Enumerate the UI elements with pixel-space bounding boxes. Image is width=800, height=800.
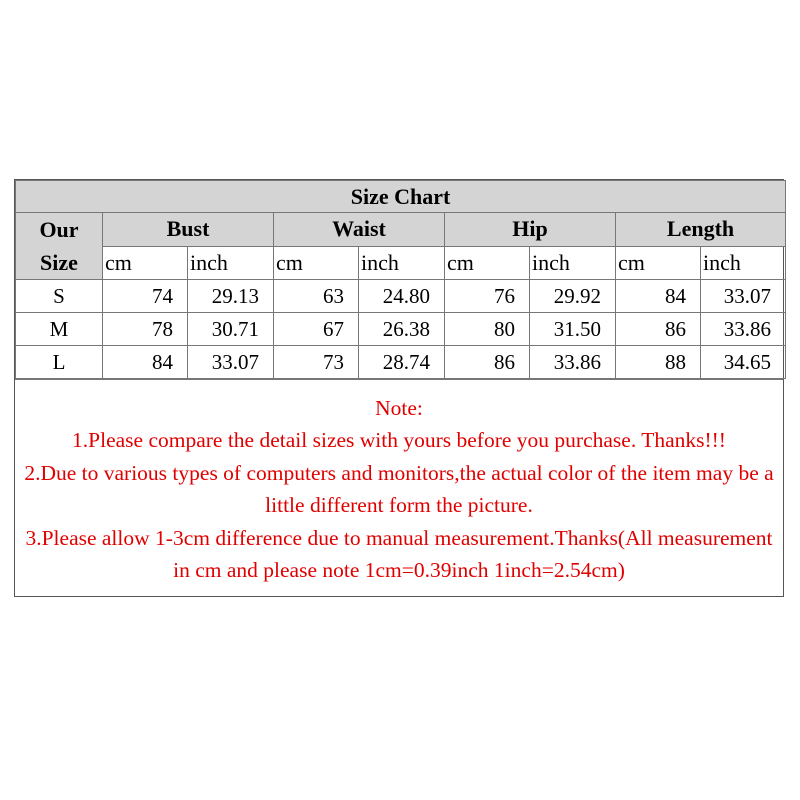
table-cell: 30.71 [188,313,274,346]
table-cell: 29.92 [530,280,616,313]
table-cell: 86 [616,313,701,346]
note-3: 3.Please allow 1-3cm difference due to manual measurement.Thanks(All measurement in cm and please note 1cm=0.39inch 1inch=2.54cm) [25,525,773,583]
table-cell: 33.07 [701,280,786,313]
size-header-line2: Size [40,250,78,275]
unit-header-cm: cm [445,246,530,280]
table-cell: 78 [103,313,188,346]
unit-header-inch: inch [530,246,616,280]
table-row [16,313,786,346]
table-cell: 33.86 [530,346,616,379]
table-cell: 63 [274,280,359,313]
unit-header-cm: cm [103,246,188,280]
table-cell: 33.86 [701,313,786,346]
table-cell: 34.65 [701,346,786,379]
table-cell: 26.38 [359,313,445,346]
table-cell: 67 [274,313,359,346]
unit-header-inch: inch [188,246,274,280]
table-cell: 76 [445,280,530,313]
size-label: S [16,280,103,313]
note-1: 1.Please compare the detail sizes with yours before you purchase. Thanks!!! [72,428,726,453]
table-cell: 88 [616,346,701,379]
group-header-length: Length [616,213,786,247]
table-row [16,280,786,313]
unit-header-inch: inch [701,246,786,280]
group-header-hip: Hip [445,213,616,247]
table-cell: 24.80 [359,280,445,313]
notes-section [15,379,783,596]
chart-title: Size Chart [16,181,786,213]
size-table [15,180,786,379]
unit-header-inch: inch [359,246,445,280]
size-label: L [16,346,103,379]
note-heading: Note: [375,396,423,420]
table-cell: 74 [103,280,188,313]
table-cell: 84 [616,280,701,313]
table-cell: 73 [274,346,359,379]
table-cell: 28.74 [359,346,445,379]
size-chart [14,179,784,597]
table-cell: 33.07 [188,346,274,379]
size-header-line1: Our [39,217,79,242]
table-cell: 31.50 [530,313,616,346]
group-header-waist: Waist [274,213,445,247]
size-label: M [16,313,103,346]
size-column-header [16,213,103,280]
table-cell: 80 [445,313,530,346]
unit-header-cm: cm [274,246,359,280]
table-cell: 86 [445,346,530,379]
note-2: 2.Due to various types of computers and monitors,the actual color of the item may be a little different form the picture. [24,460,774,518]
table-cell: 29.13 [188,280,274,313]
group-header-bust: Bust [103,213,274,247]
unit-header-cm: cm [616,246,701,280]
table-cell: 84 [103,346,188,379]
table-row [16,346,786,379]
